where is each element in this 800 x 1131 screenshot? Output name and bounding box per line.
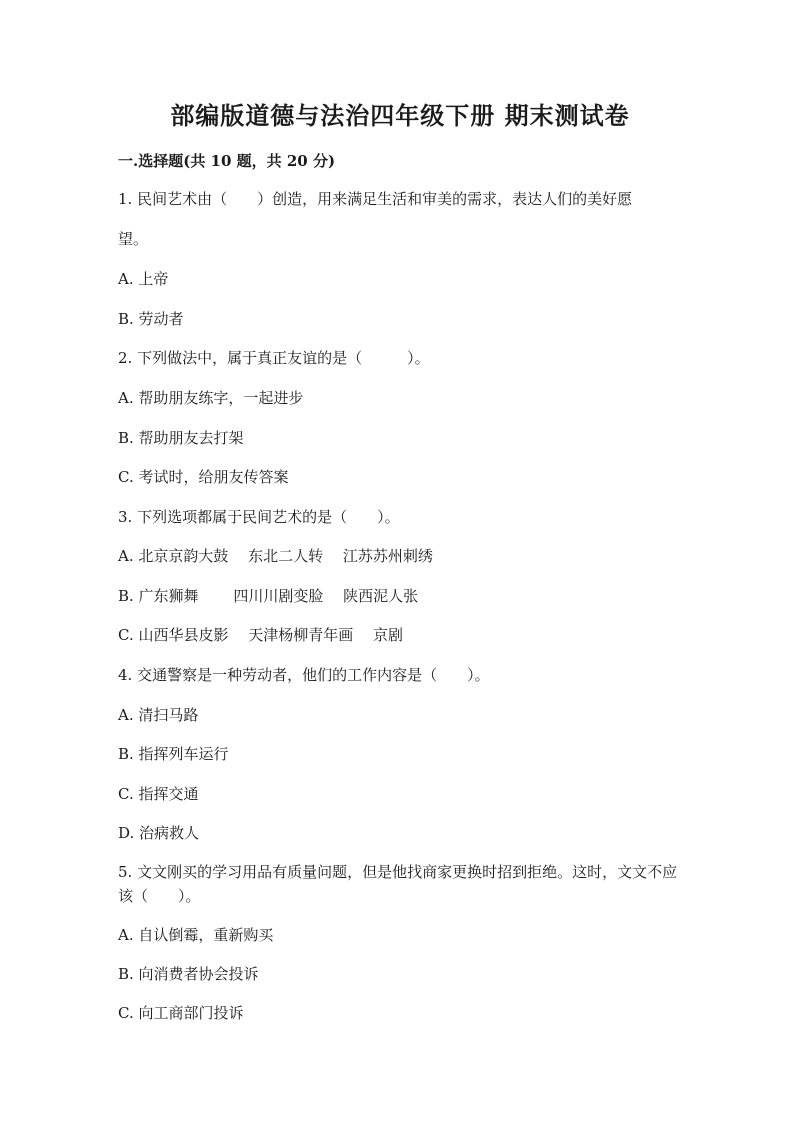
section-heading: 一.选择题(共 10 题，共 20 分): [118, 152, 336, 170]
question-5-option-b: B. 向消费者协会投诉: [118, 965, 259, 983]
question-5-option-a: A. 自认倒霉，重新购买: [118, 926, 274, 944]
question-4-option-c: C. 指挥交通: [118, 785, 199, 803]
question-2-option-a: A. 帮助朋友练字，一起进步: [118, 389, 304, 407]
question-2-stem: 2. 下列做法中，属于真正友谊的是（ ）。: [118, 349, 430, 367]
question-4-stem: 4. 交通警察是一种劳动者，他们的工作内容是（ ）。: [118, 666, 490, 684]
question-1-option-a: A. 上帝: [118, 270, 169, 288]
question-3-stem: 3. 下列选项都属于民间艺术的是（ ）。: [118, 508, 400, 526]
question-5-stem: 5. 文文刚买的学习用品有质量问题，但是他找商家更换时招到拒绝。这时，文文不应该（ ）。: [118, 863, 678, 905]
question-1-option-b: B. 劳动者: [118, 310, 184, 328]
question-1-stem-line-1: 1. 民间艺术由（ ）创造，用来满足生活和审美的需求，表达人们的美好愿: [118, 190, 633, 208]
question-1-stem-line-2: 望。: [118, 230, 149, 248]
question-4-option-b: B. 指挥列车运行: [118, 745, 229, 763]
question-3-option-c: C. 山西华县皮影 天津杨柳青年画 京剧: [118, 626, 404, 644]
question-3-option-a: A. 北京京韵大鼓 东北二人转 江苏苏州刺绣: [118, 547, 433, 565]
question-2-option-b: B. 帮助朋友去打架: [118, 429, 244, 447]
question-5-option-c: C. 向工商部门投诉: [118, 1004, 244, 1022]
question-2-option-c: C. 考试时，给朋友传答案: [118, 468, 289, 486]
page-title: 部编版道德与法治四年级下册 期末测试卷: [170, 101, 630, 130]
question-4-option-a: A. 清扫马路: [118, 706, 199, 724]
question-3-option-b: B. 广东狮舞 四川川剧变脸 陕西泥人张: [118, 587, 419, 605]
question-4-option-d: D. 治病救人: [118, 824, 200, 842]
